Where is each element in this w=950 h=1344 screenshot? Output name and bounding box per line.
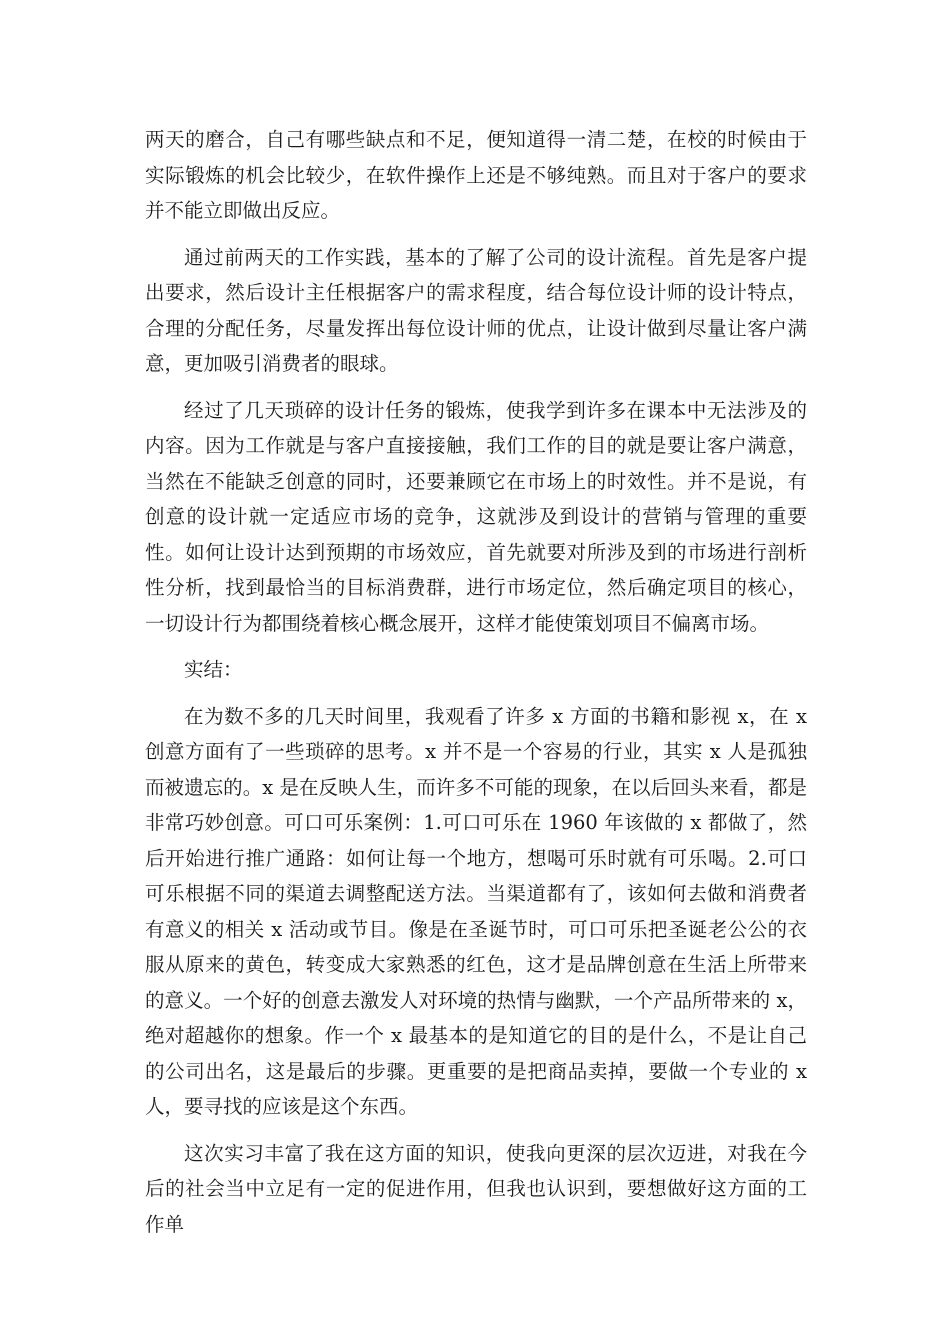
section-heading-summary: 实结： xyxy=(184,658,243,681)
paragraph-continued: 两天的磨合，自己有哪些缺点和不足，便知道得一清二楚，在校的时候由于实际锻炼的机会比较少，在软件操作上还是不够纯熟。而且对于客户的要求并不能立即做出反应。 xyxy=(145,128,807,222)
paragraph-design-tasks: 经过了几天琐碎的设计任务的锻炼，使我学到许多在课本中无法涉及的内容。因为工作就是与客户直接接触，我们工作的目的就是要让客户满意，当然在不能缺乏创意的同时，还要兼顾它在市场上的时效性。并不是说，有创意的设计就一定适应市场的竞争，这就涉及到设计的营销与管理的重要性。如何让设计达到预期的市场效应，首先就要对所涉及到的市场进行剖析性分析，找到最恰当的目标消费群，进行市场定位，然后确定项目的核心，一切设计行为都围绕着核心概念展开，这样才能使策划项目不偏离市场。 xyxy=(145,398,807,635)
paragraph-conclusion: 这次实习丰富了我在这方面的知识，使我向更深的层次迈进，对我在今后的社会当中立足有一定的促进作用，但我也认识到，要想做好这方面的工作单 xyxy=(145,1141,807,1236)
paragraph-coca-cola-case: 在为数不多的几天时间里，我观看了许多 x 方面的书籍和影视 x，在 x 创意方面有了一些琐碎的思考。x 并不是一个容易的行业，其实 x 人是孤独而被遗忘的。x 是在反映人生，而许多不可能的现象，在以后回头来看，都是非常巧妙创意。可口可乐案例：1.可口可乐在 1960 年该做的 x 都做了，然后开始进行推广通路：如何让每一个地方，想喝可乐时就有可乐喝。2.可口可乐根据不同的渠道去调整配送方法。当渠道都有了，该如何去做和消费者有意义的相关 x 活动或节目。像是在圣诞节时，可口可乐把圣诞老公公的衣服从原来的黄色，转变成大家熟悉的红色，这才是品牌创意在生活上所带来的意义。一个好的创意去激发人对环境的热情与幽默，一个产品所带来的 x，绝对超越你的想象。作一个 x 最基本的是知道它的目的是什么，不是让自己的公司出名，这是最后的步骤。更重要的是把商品卖掉，要做一个专业的 x 人，要寻找的应该是这个东西。 xyxy=(145,704,807,1118)
paragraph-design-process: 通过前两天的工作实践，基本的了解了公司的设计流程。首先是客户提出要求，然后设计主任根据客户的需求程度，结合每位设计师的设计特点，合理的分配任务，尽量发挥出每位设计师的优点，让设计做到尽量让客户满意，更加吸引消费者的眼球。 xyxy=(145,245,807,375)
document-body xyxy=(145,122,807,1242)
